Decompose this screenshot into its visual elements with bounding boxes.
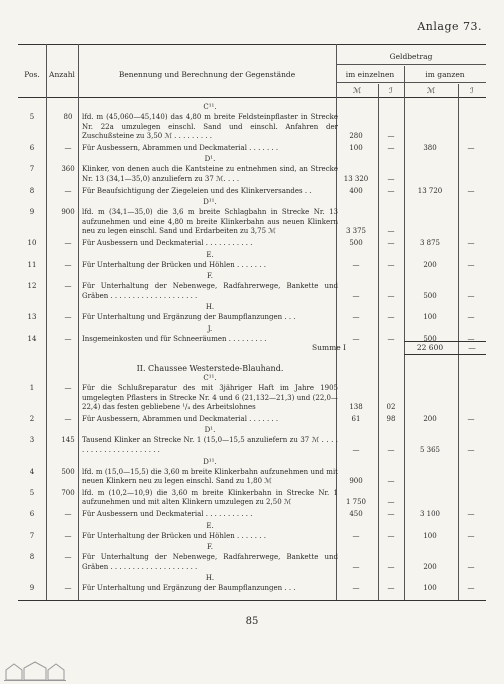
row-pf-ganzen: — [467, 291, 475, 300]
row-pf-einzeln: — [387, 498, 395, 507]
row-description: Tausend Klinker an Strecke Nr. 1 (15,0—15,5 anzuliefern zu 37 ℳ . . . . . . . . . . . . . . . . . . . . . . [82, 436, 338, 454]
section-letter: D¹¹. [203, 457, 217, 466]
row-mark-einzeln: 138 [349, 403, 363, 412]
row-pos: 7 [29, 531, 35, 540]
row-anzahl: 360 [61, 165, 75, 174]
row-mark-einzeln: — [352, 584, 360, 593]
row-anzahl: — [64, 313, 72, 322]
row-description: Für Ausbessern und Deckmaterial . . . . . . . . . . . [82, 239, 253, 247]
row-pos: 6 [29, 143, 35, 152]
header-bottom-rule [18, 97, 486, 98]
row-anzahl: — [64, 531, 72, 540]
row-pf-einzeln: — [387, 174, 395, 183]
row-anzahl: 80 [63, 113, 73, 121]
row-description: Für Unterhaltung und Ergänzung der Baumpflanzungen . . . [82, 313, 296, 322]
row-anzahl: 145 [61, 436, 75, 445]
row-description: Für die Schlußreparatur des mit 3jähriger Haft im Jahre 1905 umgelegten Pflasters in Strecke Nr. 4 und 6 (21,132—21,3) und (22,0—22,4) das festen gebliebene ¹/₄ des Arbeitslohnes [82, 384, 338, 412]
row-description: Klinker, von denen auch die Kantsteine zu entnehmen sind, an Strecke Nr. 13 (34,1—35,0) anzuliefern zu 37 ℳ. . . . [82, 165, 338, 183]
row-pf-ganzen: — [467, 414, 475, 423]
row-pf-ganzen: — [467, 239, 475, 247]
row-pf-einzeln: — [387, 510, 395, 518]
section-letter: E. [206, 521, 214, 530]
row-anzahl: — [64, 282, 72, 291]
row-pf-ganzen: — [467, 562, 475, 571]
row-anzahl: 900 [61, 208, 75, 217]
row-mark-ganzen: 100 [423, 584, 437, 593]
row-mark-einzeln: 1 750 [345, 498, 367, 507]
row-mark-einzeln: 450 [349, 510, 363, 518]
table-top-rule [18, 44, 486, 45]
row-pos: 5 [29, 113, 35, 121]
row-pos: 9 [29, 208, 35, 217]
row-pf-einzeln: 02 [386, 403, 396, 412]
col-header-benennung: Benennung und Berechnung der Gegenstände [118, 70, 296, 79]
row-pos: 7 [29, 165, 35, 174]
row-mark-ganzen: 500 [423, 291, 437, 300]
row-pf-einzeln: — [387, 186, 395, 195]
col-header-pos: Pos. [24, 70, 40, 79]
row-mark-einzeln: 100 [349, 143, 363, 152]
row-pos: 13 [27, 313, 37, 322]
row-pf-einzeln: — [387, 313, 395, 322]
row-pf-einzeln: 98 [386, 414, 396, 423]
row-pos: 2 [29, 414, 35, 423]
col-header-im-einzelnen: im einzelnen [345, 70, 395, 79]
row-mark-einzeln: — [352, 562, 360, 571]
row-anzahl: — [64, 335, 72, 343]
col-header-pf-2: ℐ [470, 86, 474, 95]
subheader-rule [336, 82, 486, 83]
col-line-1 [46, 44, 47, 600]
row-pf-ganzen: — [467, 186, 475, 195]
section-letter: D¹. [204, 155, 216, 164]
row-pf-ganzen: — [467, 584, 475, 593]
row-description: Für Ausbessern und Deckmaterial . . . . . . . . . . . [82, 510, 253, 518]
annex-label: Anlage 73. [417, 20, 482, 33]
row-mark-ganzen: 380 [423, 143, 437, 152]
row-description: lfd. m (45,060—45,140) das 4,80 m breite Feldsteinpflaster in Strecke Nr. 22a umzulegen einschl. Sand und einschl. Anfahren der Zuschußsteine zu 3,50 ℳ . . . . . . . . . [82, 113, 338, 141]
summe-value: 22 600 [416, 343, 444, 352]
row-mark-ganzen: 5 365 [419, 445, 441, 454]
row-pos: 4 [29, 467, 35, 476]
row-pf-ganzen: — [467, 510, 475, 518]
row-anzahl: — [64, 384, 72, 392]
col-header-geldbetrag: Geldbetrag [389, 52, 433, 61]
row-pf-ganzen: — [467, 445, 475, 454]
row-pos: 1 [29, 384, 35, 392]
row-pos: 14 [27, 335, 37, 343]
row-anzahl: 700 [61, 488, 75, 497]
row-pos: 8 [29, 553, 35, 562]
row-mark-ganzen: 200 [423, 562, 437, 571]
row-anzahl: — [64, 414, 72, 423]
row-mark-einzeln: 3 375 [345, 227, 367, 236]
row-pf-einzeln: — [387, 335, 395, 343]
row-mark-einzeln: — [352, 335, 360, 343]
row-description: lfd. m (34,1—35,0) die 3,6 m breite Schlagbahn in Strecke Nr. 13 aufzunehmen und eine 4,80 m breite Klinkerbahn aus neuen Klinkern neu zu legen einschl. Sand und Erdarbeiten zu 3,75 ℳ [82, 208, 338, 236]
summe-rule-bottom [404, 354, 486, 355]
row-mark-ganzen: 200 [423, 260, 437, 269]
row-anzahl: — [64, 584, 72, 593]
row-pos: 8 [29, 186, 35, 195]
col-header-anzahl: Anzahl [49, 70, 75, 79]
section-letter: D¹¹. [203, 198, 217, 207]
row-mark-ganzen: 100 [423, 531, 437, 540]
table-bottom-rule [18, 600, 486, 601]
section-letter: H. [205, 303, 215, 312]
row-pf-einzeln: — [387, 260, 395, 269]
row-description: Für Ausbessern, Abrammen und Deckmaterial . . . . . . . [82, 143, 279, 152]
row-mark-einzeln: 400 [349, 186, 363, 195]
row-pf-ganzen: — [467, 531, 475, 540]
row-pos: 10 [27, 239, 37, 247]
row-mark-einzeln: — [352, 445, 360, 454]
col-header-im-ganzen: im ganzen [425, 70, 465, 79]
summe-pf: — [468, 343, 476, 352]
col-header-mark-2: ℳ [426, 86, 436, 95]
row-pf-einzeln: — [387, 227, 395, 236]
summe-label: Summe I [312, 343, 346, 352]
row-description: Für Unterhaltung der Brücken und Höhlen . . . . . . . [82, 531, 266, 540]
row-pos: 3 [29, 436, 35, 445]
row-mark-einzeln: 900 [349, 477, 363, 486]
row-anzahl: 500 [61, 467, 75, 476]
row-pf-ganzen: — [467, 335, 475, 343]
row-description: Für Unterhaltung der Nebenwege, Radfahrerwege, Bankette und Gräben . . . . . . . . . . . . . . . . . . . . [82, 282, 338, 300]
row-description: Insgemeinkosten und für Schneeräumen . . . . . . . . . [82, 335, 267, 343]
library-logo [4, 660, 66, 682]
row-pf-einzeln: — [387, 132, 395, 141]
row-pf-einzeln: — [387, 239, 395, 247]
section-letter: C¹¹. [203, 103, 217, 111]
section-letter: E. [206, 250, 214, 259]
row-pf-einzeln: — [387, 445, 395, 454]
row-pos: 5 [29, 488, 35, 497]
row-mark-einzeln: 13 320 [343, 174, 369, 183]
row-description: Für Unterhaltung und Ergänzung der Baumpflanzungen . . . [82, 584, 296, 593]
row-description: Für Ausbessern, Abrammen und Deckmaterial . . . . . . . [82, 414, 279, 423]
row-pf-einzeln: — [387, 477, 395, 486]
row-mark-ganzen: 200 [423, 414, 437, 423]
row-anzahl: — [64, 510, 72, 518]
col-header-mark-1: ℳ [352, 86, 362, 95]
row-mark-einzeln: — [352, 291, 360, 300]
col-header-pf-1: ℐ [389, 86, 393, 95]
row-description: Für Unterhaltung der Brücken und Höhlen . . . . . . . [82, 260, 266, 269]
row-pf-ganzen: — [467, 143, 475, 152]
row-pf-ganzen: — [467, 260, 475, 269]
section-letter: J. [207, 325, 213, 333]
row-mark-ganzen: 500 [423, 335, 437, 343]
row-mark-einzeln: — [352, 531, 360, 540]
row-mark-ganzen: 100 [423, 313, 437, 322]
page-number: 85 [245, 616, 259, 627]
row-mark-einzeln: — [352, 260, 360, 269]
row-description: Für Unterhaltung der Nebenwege, Radfahrerwege, Bankette und Gräben . . . . . . . . . . . . . . . . . . . . [82, 553, 338, 571]
row-pf-einzeln: — [387, 143, 395, 152]
row-mark-ganzen: 3 875 [419, 239, 441, 247]
row-pf-einzeln: — [387, 584, 395, 593]
section-2-title: II. Chaussee Westerstede-Blauhand. [136, 364, 284, 373]
row-anzahl: — [64, 143, 72, 152]
row-mark-ganzen: 13 720 [417, 186, 443, 195]
section-letter: F. [207, 272, 213, 281]
section-letter: C¹¹. [203, 374, 217, 382]
row-anzahl: — [64, 260, 72, 269]
row-pos: 12 [27, 282, 37, 291]
row-pf-ganzen: — [467, 313, 475, 322]
summe-rule [404, 341, 486, 342]
row-anzahl: — [64, 553, 72, 562]
row-description: Für Beaufsichtigung der Ziegeleien und des Klinkerversandes . . [82, 186, 312, 195]
row-anzahl: — [64, 239, 72, 247]
row-mark-einzeln: 500 [349, 239, 363, 247]
section-letter: F. [207, 543, 213, 552]
row-pf-einzeln: — [387, 291, 395, 300]
row-pos: 6 [29, 510, 35, 518]
row-pf-einzeln: — [387, 531, 395, 540]
row-description: lfd. m (10,2—10,9) die 3,60 m breite Klinkerbahn in Strecke Nr. 1 aufzunehmen und mit alten Klinkern umzulegen zu 2,50 ℳ [82, 488, 338, 507]
row-description: lfd. m (15,0—15,5) die 3,60 m breite Klinkerbahn aufzunehmen und mit neuen Klinkern neu zu legen einschl. Sand zu 1,80 ℳ [82, 467, 338, 486]
section-letter: H. [205, 574, 215, 583]
row-mark-einzeln: 280 [349, 132, 363, 141]
row-anzahl: — [64, 186, 72, 195]
geldbetrag-rule [336, 64, 486, 65]
row-mark-einzeln: 61 [351, 414, 361, 423]
row-mark-ganzen: 3 100 [419, 510, 441, 518]
row-pos: 9 [29, 584, 35, 593]
row-pos: 11 [27, 260, 37, 269]
row-pf-einzeln: — [387, 562, 395, 571]
section-letter: D¹. [204, 426, 216, 435]
row-mark-einzeln: — [352, 313, 360, 322]
